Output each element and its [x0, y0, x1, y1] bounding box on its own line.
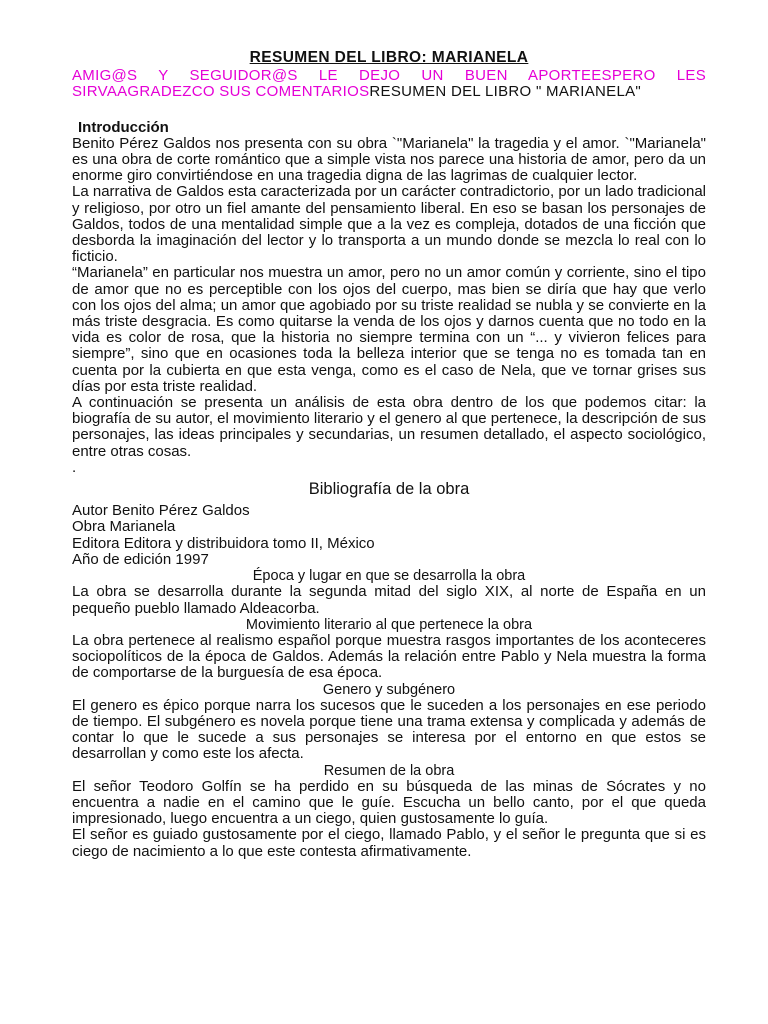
- intro-paragraph: “Marianela” en particular nos muestra un amor, pero no un amor común y corriente, sino el tipo de amor que no es perceptible con los ojos del cuerpo, mas bien se diría que hay que verlo con los ojos del alma; un amor que agobiado por su triste realidad se nubla y se convierte en la más triste desgracia. Es como quitarse la venda de los ojos y darnos cuenta que no todo en la vida es color de rosa, que la historia no siempre termina con un “... y vivieron felices para siempre”, sino que en ocasiones toda la belleza interior que se tenga no es tomada tan en cuenta por la cubierta en que esta venga, como es el caso de Nela, que ve tornar grises sus días por esta triste realidad.: [72, 264, 706, 395]
- stray-period: .: [72, 458, 77, 476]
- document-title: RESUMEN DEL LIBRO: MARIANELA: [249, 49, 529, 66]
- intro-paragraph: Benito Pérez Galdos nos presenta con su obra `"Marianela" la tragedia y el amor. `"Marianela" es una obra de corte romántico que a simple vista nos parece una historia de amor, pero da un enorme giro convirtiéndose en una tragedia digna de las lagrimas de cualquier lector.: [72, 134, 706, 185]
- movimiento-heading: Movimiento literario al que pertenece la obra: [245, 616, 533, 633]
- resumen-paragraph: El señor Teodoro Golfín se ha perdido en su búsqueda de las minas de Sócrates y no encuentra a nadie en el camino que le guíe. Escucha un bello canto, por el que queda impresionado, luego encuentra a un ciego, quien gustosamente lo guía.: [72, 777, 706, 828]
- bibliografia-line: Autor Benito Pérez Galdos: [72, 502, 250, 520]
- bibliografia-line: Año de edición 1997: [72, 550, 209, 568]
- bibliografia-heading: Bibliografía de la obra: [308, 480, 470, 499]
- genero-heading: Genero y subgénero: [322, 681, 456, 698]
- resumen-heading: Resumen de la obra: [323, 762, 455, 779]
- promo-text: AMIG@S Y SEGUIDOR@S LE DEJO UN BUEN APORTEESPERO LES SIRVAAGRADEZCO SUS COMENTARIOS: [72, 67, 706, 101]
- genero-text: El genero es épico porque narra los sucesos que le suceden a los personajes en ese periodo de tiempo. El subgénero es novela porque tiene una trama extensa y complicada y además de contar lo que le sucede a sus personajes se interesa por el entorno en que estos se desarrollan y como este los afecta.: [72, 696, 706, 763]
- epoca-text: La obra se desarrolla durante la segunda mitad del siglo XIX, al norte de España en un pequeño pueblo llamado Aldeacorba.: [72, 583, 706, 617]
- promo-subtitle: RESUMEN DEL LIBRO " MARIANELA": [369, 83, 642, 101]
- bibliografia-line: Editora Editora y distribuidora tomo II, México: [72, 534, 375, 552]
- intro-paragraph: A continuación se presenta un análisis de esta obra dentro de los que podemos citar: la biografía de su autor, el movimiento literario y el genero al que pertenece, la descripción de sus personajes, las ideas principales y secundarias, un resumen detallado, el aspecto sociológico, entre otras cosas.: [72, 394, 706, 460]
- movimiento-text: La obra pertenece al realismo español porque muestra rasgos importantes de los aconteceres sociopolíticos de la época de Galdos. Además la relación entre Pablo y Nela muestra la forma de comportarse de la burguesía de esa época.: [72, 631, 706, 682]
- intro-heading: Introducción: [78, 118, 169, 136]
- resumen-paragraph: El señor es guiado gustosamente por el ciego, llamado Pablo, y el señor le pregunta que si es ciego de nacimiento a lo que este contesta afirmativamente.: [72, 826, 706, 860]
- promo-block: [72, 68, 706, 100]
- intro-paragraph: La narrativa de Galdos esta caracterizada por un carácter contradictorio, por un lado tradicional y religioso, por otro un fiel amante del pensamiento liberal. En eso se basan los personajes de Galdos, todos de una mentalidad simple que a la vez es compleja, dotados de una ficción que desborda la imaginación del lector y lo transporta a un mundo donde se mezcla lo real con lo ficticio.: [72, 183, 706, 266]
- document-page: [72, 50, 706, 860]
- bibliografia-line: Obra Marianela: [72, 518, 176, 536]
- epoca-heading: Época y lugar en que se desarrolla la obra: [252, 568, 526, 585]
